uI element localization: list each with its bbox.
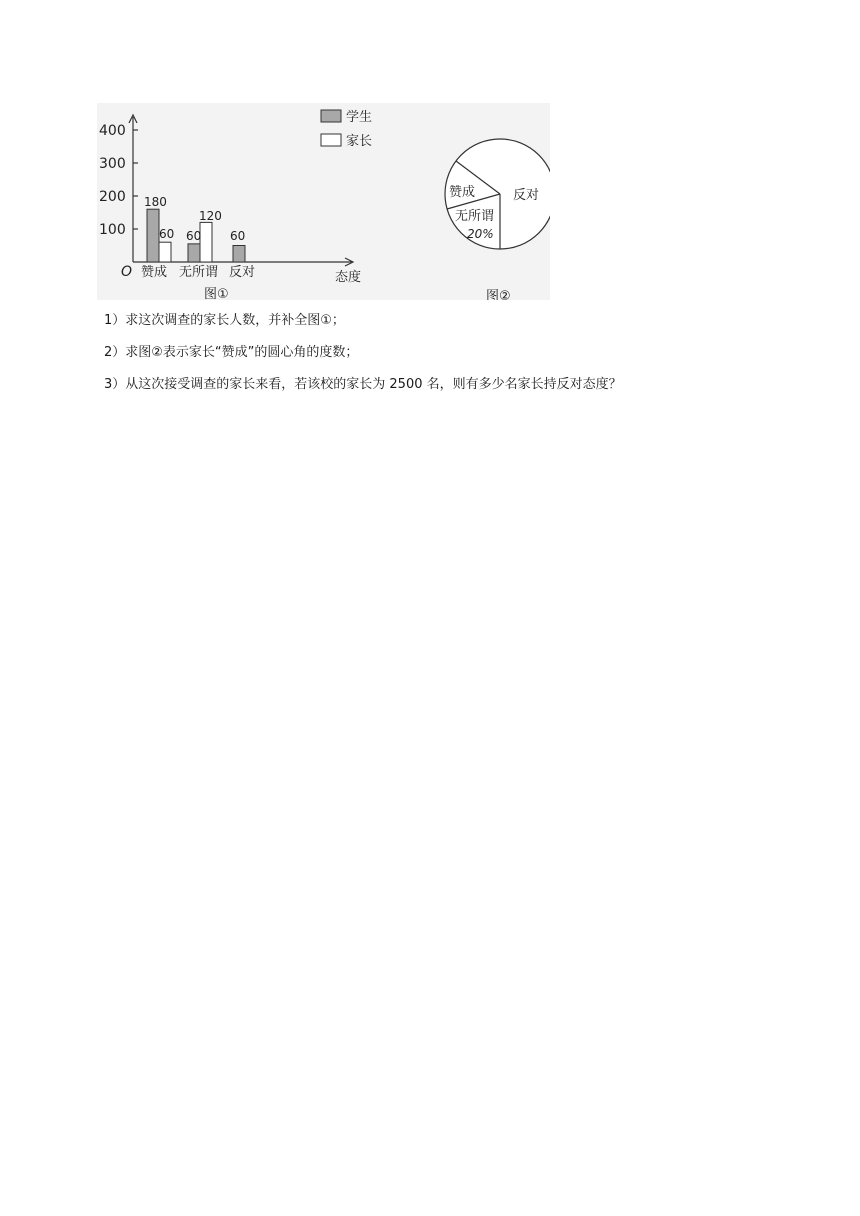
bar — [233, 246, 245, 263]
legend — [321, 109, 372, 149]
question-2: 2）求图②表示家长“赞成”的圆心角的度数； — [104, 345, 359, 360]
y-tick-label: 400 — [99, 123, 126, 139]
bar-data-label: 120 — [199, 209, 222, 223]
pie-chart — [445, 139, 550, 300]
bar — [147, 209, 159, 262]
figure2-caption: 图② — [486, 289, 511, 300]
y-ticks — [99, 123, 138, 238]
y-tick-label: 100 — [99, 222, 126, 238]
category-label: 反对 — [229, 265, 256, 280]
category-labels — [141, 264, 255, 280]
figure1-caption: 图① — [204, 287, 229, 300]
figure-panel — [97, 103, 550, 300]
x-axis-label: 态度 — [335, 270, 362, 285]
bar-data-label: 60 — [186, 229, 202, 243]
bar-data-label: 60 — [230, 229, 246, 243]
question-3: 3）从这次接受调查的家长来看，若该校的家长为 2500 名，则有多少名家长持反对态度？ — [104, 377, 622, 392]
pie-slice-neutral-percent: 20% — [467, 227, 494, 241]
category-label: 无所谓 — [179, 265, 219, 280]
y-tick-label: 300 — [99, 156, 126, 172]
y-tick-label: 200 — [99, 189, 126, 205]
bar — [159, 242, 171, 262]
origin-label: O — [121, 264, 133, 280]
bar-data-label: 180 — [144, 195, 167, 209]
legend-parent-swatch — [321, 134, 341, 146]
bar-chart — [99, 109, 372, 300]
bar — [200, 222, 212, 262]
pie-slice-favor-label: 赞成 — [449, 185, 476, 200]
legend-parent-label: 家长 — [346, 134, 373, 149]
bar — [188, 244, 200, 262]
pie-slice-oppose-label: 反对 — [513, 188, 540, 203]
category-label: 赞成 — [141, 265, 168, 280]
question-1: 1）求这次调查的家长人数，并补全图①； — [104, 313, 345, 328]
questions — [104, 312, 824, 408]
pie-slice-neutral-label: 无所谓 — [455, 209, 495, 224]
legend-student-label: 学生 — [346, 110, 373, 125]
legend-student-swatch — [321, 110, 341, 122]
figures-svg — [97, 103, 550, 300]
bar-data-label: 60 — [159, 227, 175, 241]
